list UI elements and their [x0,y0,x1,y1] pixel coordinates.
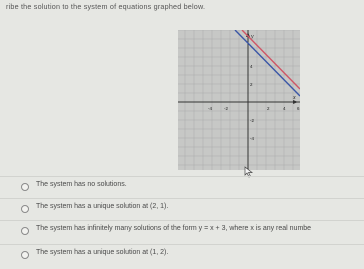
system-of-equations-graph [178,30,300,170]
answer-option-label: The system has infinitely many solutions of the form y = x + 3, where x is any real numbe [36,225,312,232]
x-tick-label: -4 [208,106,213,111]
radio-button[interactable] [21,251,29,259]
answer-option-label: The system has no solutions. [36,181,127,188]
question-prompt: ribe the solution to the system of equations graphed below. [6,2,206,11]
x-tick-label: 4 [283,106,286,111]
y-axis-label: y [251,34,254,40]
x-tick-label: 2 [267,106,270,111]
radio-button[interactable] [21,205,29,213]
x-tick-label: -2 [224,106,229,111]
radio-button[interactable] [21,227,29,235]
x-tick-label: 6 [297,106,300,111]
answer-option[interactable] [0,244,364,265]
y-tick-label: -2 [250,118,255,123]
answer-option-label: The system has a unique solution at (2, 1). [36,203,169,210]
y-tick-label: 4 [250,64,253,69]
answer-option-label: The system has a unique solution at (1, 2). [36,249,169,256]
graph-svg [178,30,300,170]
answer-option[interactable] [0,220,364,241]
y-tick-label: -4 [250,136,255,141]
radio-button[interactable] [21,183,29,191]
x-axis-label: x [293,95,296,101]
y-tick-label: 2 [250,82,253,87]
answer-option[interactable] [0,198,364,219]
answer-option[interactable] [0,176,364,197]
